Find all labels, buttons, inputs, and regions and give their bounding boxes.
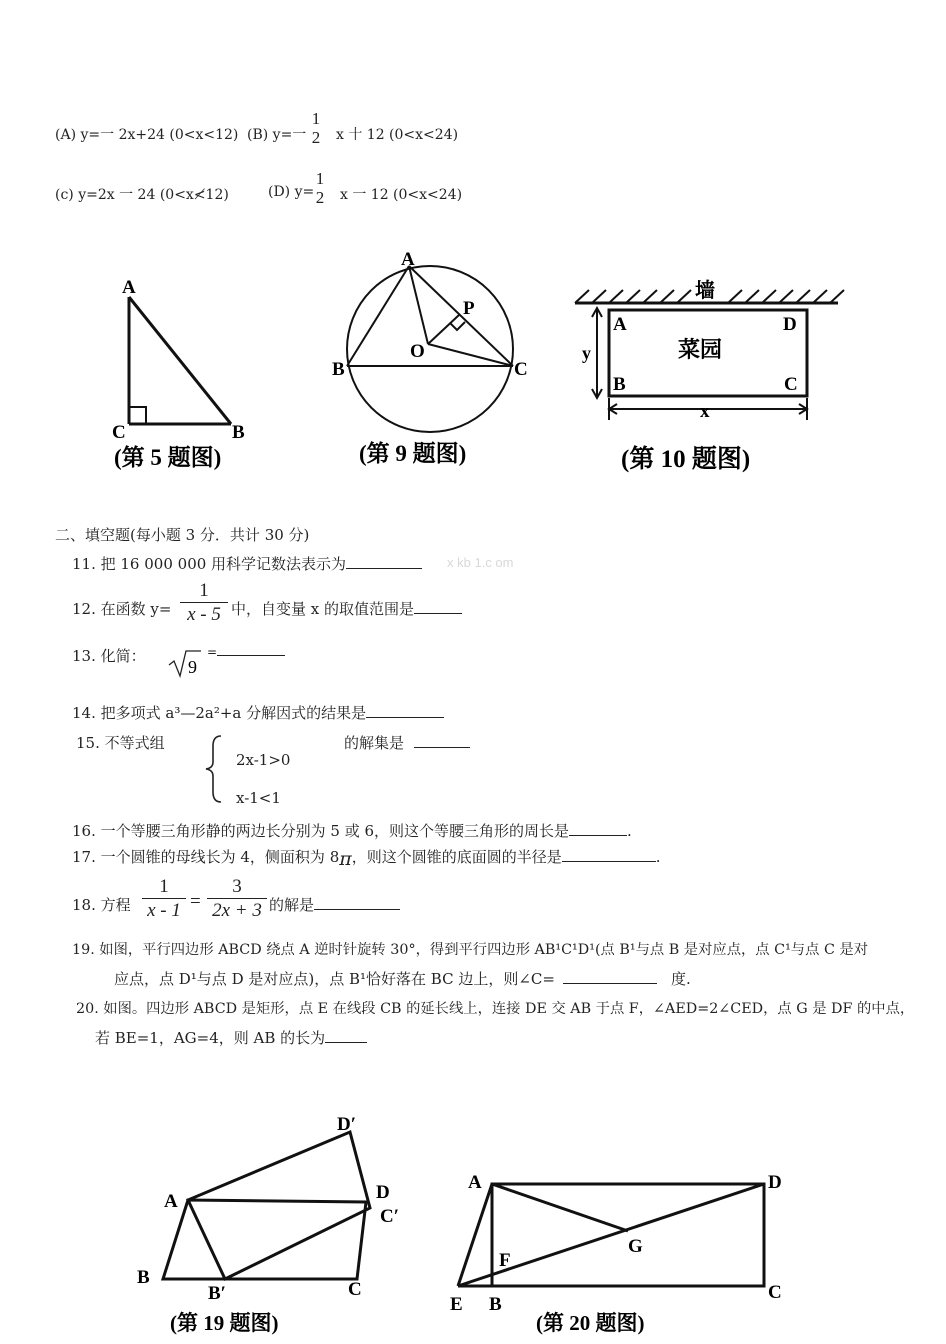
fig19-label-d1: D′ xyxy=(337,1114,357,1135)
q20-line-1: 20. 如图。四边形 ABCD 是矩形，点 E 在线段 CB 的延长线上，连接 DE 交 AB 于点 F，∠AED=2∠CED，点 G 是 DF 的中点， xyxy=(76,1001,915,1017)
q15-brace xyxy=(203,734,225,804)
fig19-label-b1: B′ xyxy=(208,1283,227,1304)
fig9-label-a: A xyxy=(401,249,415,270)
figures-row-2 xyxy=(0,1100,946,1344)
q14-answer-blank[interactable] xyxy=(366,717,444,718)
option-d-fraction: 1 2 xyxy=(315,169,325,207)
q12-answer-blank[interactable] xyxy=(414,613,462,614)
q12-fraction: 1 x - 5 xyxy=(180,581,228,624)
option-d-prefix: (D) y= xyxy=(268,184,315,200)
q15-inequality-2: x-1<1 xyxy=(236,789,281,807)
question-18-suffix: 的解是 xyxy=(269,894,400,915)
question-12-suffix: 中，自变量 x 的取值范围是 xyxy=(231,598,462,619)
question-19-line-2: 应点，点 D¹与点 D 是对应点)，点 B¹恰好落在 BC 边上，则∠C= 度. xyxy=(114,970,691,988)
fig19-label-c1: C′ xyxy=(380,1206,400,1227)
fig9-label-c: C xyxy=(514,359,528,380)
question-17: 17. 一个圆锥的母线长为 4，侧面积为 8π，则这个圆锥的底面圆的半径是 . xyxy=(72,848,661,870)
option-b-prefix: (B) y=一 xyxy=(247,127,307,143)
q13-radicand: 9 xyxy=(188,657,197,677)
fig20-label-b: B xyxy=(489,1294,502,1315)
option-b-suffix: x 十 12 (0<x<24) xyxy=(336,127,459,143)
fig10-label-x: x xyxy=(700,401,710,422)
q17-pi: π xyxy=(339,848,352,870)
fig10-label-a: A xyxy=(613,314,627,335)
fig20-label-f: F xyxy=(499,1250,511,1271)
fig19-parallelogram-ab1c1d1 xyxy=(188,1132,370,1279)
fig9-segment-ao xyxy=(409,266,428,344)
figure-20 xyxy=(450,1172,782,1335)
fig5-side-ab xyxy=(129,297,231,424)
fig19-label-a: A xyxy=(164,1191,178,1212)
q13-prefix: 13. 化简： xyxy=(72,647,146,665)
question-11 xyxy=(72,553,422,574)
q11-text: 11. 把 16 000 000 用科学记数法表示为 xyxy=(72,555,347,573)
fig10-label-y: y xyxy=(582,343,591,363)
option-d-suffix: x 一 12 (0<x<24) xyxy=(340,187,463,203)
figure-10 xyxy=(575,278,844,473)
option-b-fraction: 1 2 xyxy=(311,109,321,147)
fig20-segment-ag xyxy=(492,1184,628,1231)
fig9-circle xyxy=(347,266,513,432)
q13-answer-blank[interactable] xyxy=(217,655,285,656)
fig10-label-c: C xyxy=(784,374,798,395)
question-13-answer: = xyxy=(207,645,285,659)
fig20-label-e: E xyxy=(450,1294,463,1315)
fig9-right-angle-mark xyxy=(450,322,465,330)
fig9-segment-op xyxy=(428,315,459,344)
q11-answer-blank[interactable] xyxy=(346,568,422,569)
q15-answer-blank[interactable] xyxy=(414,747,470,748)
fig10-label-d: D xyxy=(783,314,797,335)
figure-5 xyxy=(112,277,245,470)
question-14: 14. 把多项式 a³—2a²+a 分解因式的结果是 xyxy=(72,702,444,723)
fig10-label-b: B xyxy=(613,374,626,395)
fig20-label-d: D xyxy=(768,1172,782,1193)
fig5-label-b: B xyxy=(232,422,245,443)
q16-answer-blank[interactable] xyxy=(569,835,627,836)
q19-answer-blank[interactable] xyxy=(563,983,657,984)
figures-row-1 xyxy=(0,235,946,485)
fig5-label-a: A xyxy=(122,277,136,298)
question-20-line-2: 若 BE=1，AG=4，则 AB 的长为 xyxy=(95,1027,367,1048)
fig9-label-o: O xyxy=(410,341,425,362)
fig10-caption: (第 10 题图) xyxy=(621,446,751,473)
figure-9 xyxy=(332,249,528,466)
watermark: x kb 1.c om xyxy=(447,555,514,570)
fig10-garden-label: 菜园 xyxy=(678,337,723,362)
fig9-side-ab xyxy=(347,266,409,366)
q15-prefix: 15. 不等式组 xyxy=(76,734,165,752)
fig9-label-b: B xyxy=(332,359,345,380)
fig5-right-angle-mark xyxy=(129,407,146,424)
fig20-label-g: G xyxy=(628,1236,643,1257)
fig20-caption: (第 20 题图) xyxy=(536,1311,645,1335)
question-15-suffix: 的解集是 xyxy=(344,732,470,753)
fig19-label-d: D xyxy=(376,1182,390,1203)
q18-fraction-left: 1 x - 1 xyxy=(142,877,186,920)
q20-answer-blank[interactable] xyxy=(325,1042,367,1043)
q18-equals: = xyxy=(190,891,201,912)
q18-fraction-right: 3 2x + 3 xyxy=(207,877,267,920)
fig20-segment-ae xyxy=(458,1184,492,1286)
q18-prefix: 18. 方程 xyxy=(72,896,131,914)
q18-answer-blank[interactable] xyxy=(314,909,400,910)
fig20-label-c: C xyxy=(768,1282,782,1303)
fig9-caption: (第 9 题图) xyxy=(359,441,467,466)
fig5-label-c: C xyxy=(112,422,126,443)
option-a: (A) y=一 2x+24 (0<x<12) xyxy=(55,127,239,143)
fig20-label-a: A xyxy=(468,1172,482,1193)
fig9-label-p: P xyxy=(463,298,475,319)
fig19-label-c: C xyxy=(348,1279,362,1300)
fig10-wall-label: 墙 xyxy=(695,280,715,302)
q19-line-1: 19. 如图，平行四边形 ABCD 绕点 A 逆时针旋转 30°，得到平行四边形 AB¹C¹D¹(点 B¹与点 B 是对应点，点 C¹与点 C 是对 xyxy=(72,942,869,958)
fig19-label-b: B xyxy=(137,1267,150,1288)
option-c: (c) y=2x 一 24 (0<x≮12) xyxy=(55,187,229,203)
figure-19 xyxy=(137,1114,399,1335)
q17-answer-blank[interactable] xyxy=(562,861,656,862)
q13-sqrt-sign xyxy=(168,649,202,679)
section-title: 二、填空题(每小题 3 分．共计 30 分) xyxy=(55,526,310,544)
fig5-caption: (第 5 题图) xyxy=(114,445,222,470)
q15-inequality-1: 2x-1>0 xyxy=(236,751,291,769)
fig19-caption: (第 19 题图) xyxy=(170,1311,279,1335)
question-16: 16. 一个等腰三角形静的两边长分别为 5 或 6，则这个等腰三角形的周长是 . xyxy=(72,822,632,840)
q12-prefix: 12. 在函数 y= xyxy=(72,600,172,618)
